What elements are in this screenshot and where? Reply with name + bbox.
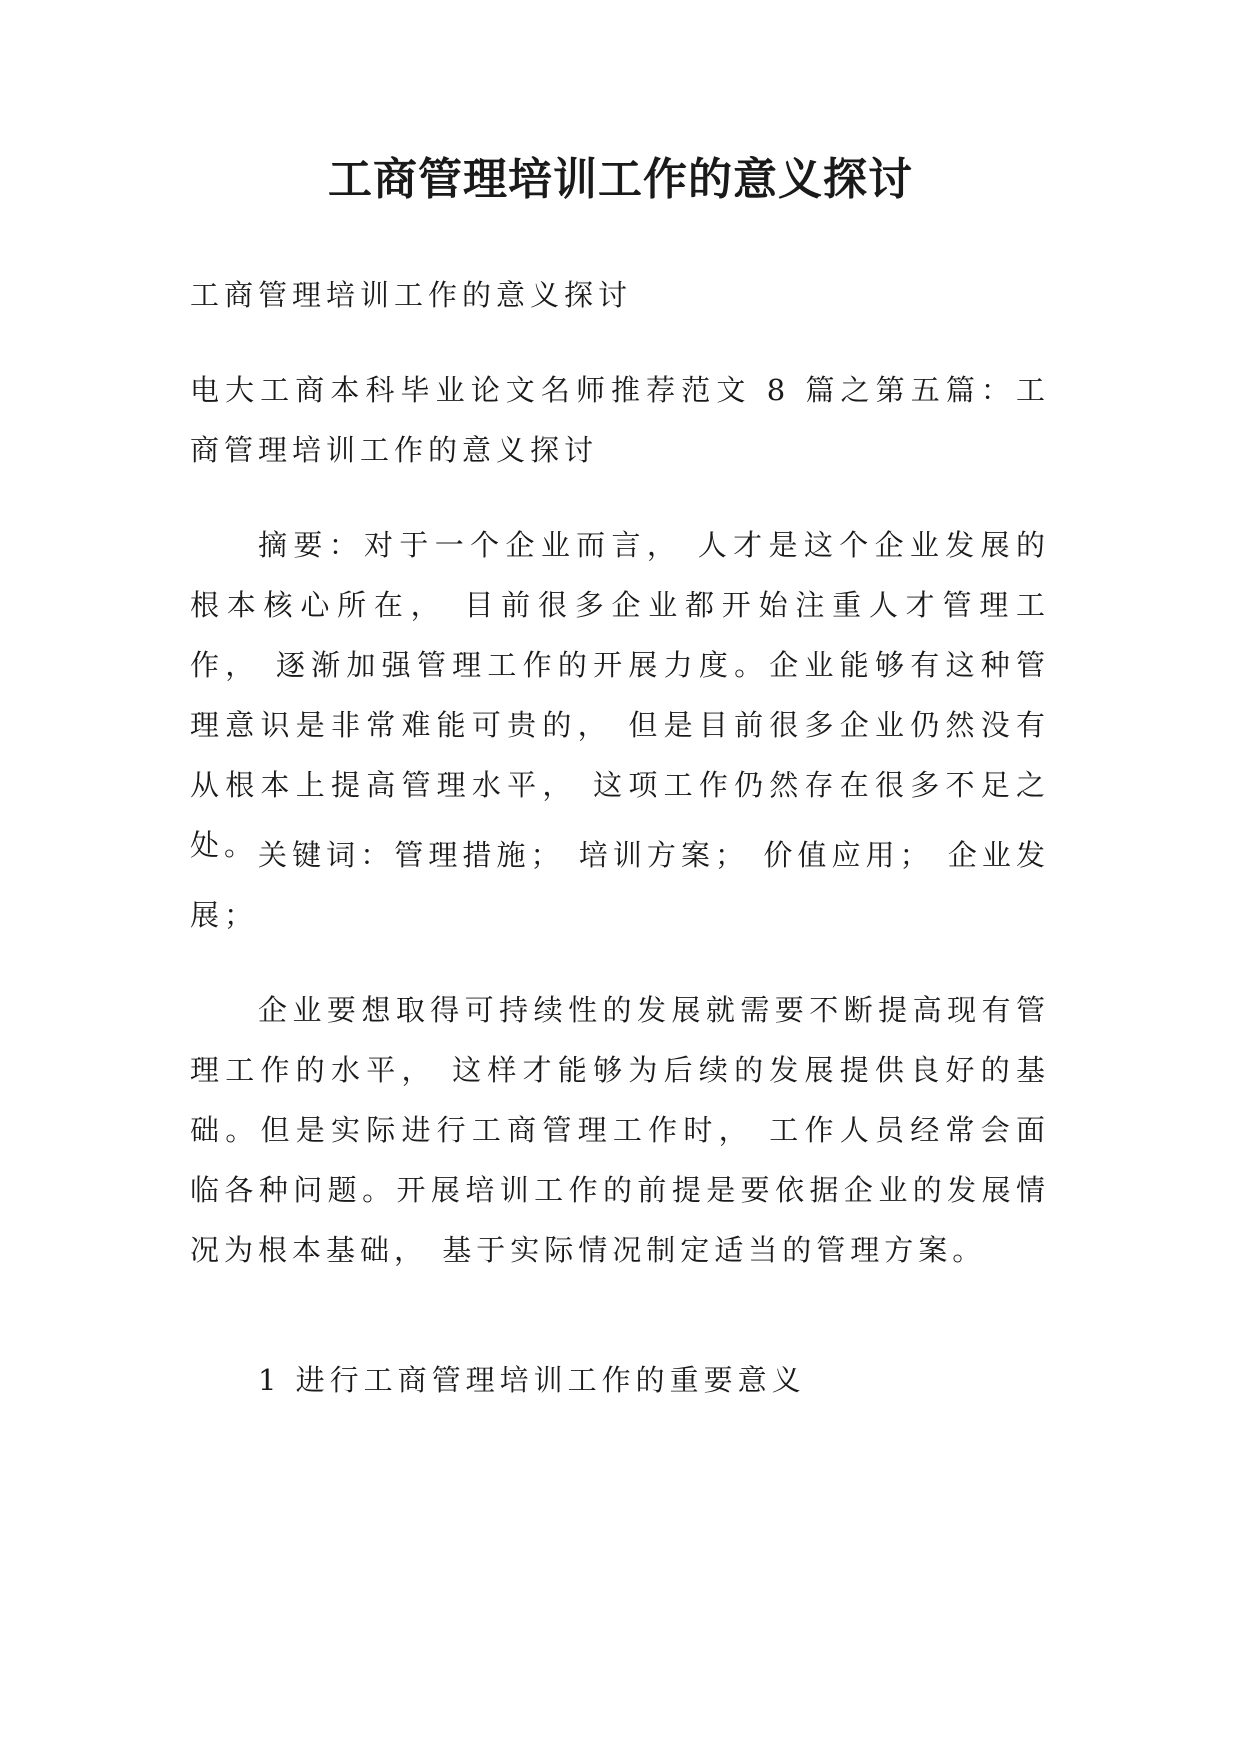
abstract-paragraph: 摘要：对于一个企业而言， 人才是这个企业发展的根本核心所在， 目前很多企业都开始注重人才管理工作， 逐渐加强管理工作的开展力度。企业能够有这种管理意识是非常难能可贵的， 但是目前很多企业仍然没有从根本上提高管理水平， 这项工作仍然存在很多不足之处。 — [190, 528, 1050, 862]
subtitle-paragraph: 工商管理培训工作的意义探讨 — [190, 278, 633, 312]
document-title: 工商管理培训工作的意义探讨 — [328, 154, 913, 205]
keywords-paragraph: 关键词：管理措施； 培训方案； 价值应用； 企业发展； — [190, 838, 1050, 932]
source-paragraph: 电大工商本科毕业论文名师推荐范文 8 篇之第五篇：工商管理培训工作的意义探讨 — [190, 373, 1050, 467]
section-heading: 1 进行工商管理培训工作的重要意义 — [258, 1363, 806, 1397]
intro-paragraph: 企业要想取得可持续性的发展就需要不断提高现有管理工作的水平， 这样才能够为后续的发展提供良好的基础。但是实际进行工商管理工作时， 工作人员经常会面临各种问题。开展培训工作的前提是要依据企业的发展情况为根本基础， 基于实际情况制定适当的管理方案。 — [190, 993, 1050, 1267]
